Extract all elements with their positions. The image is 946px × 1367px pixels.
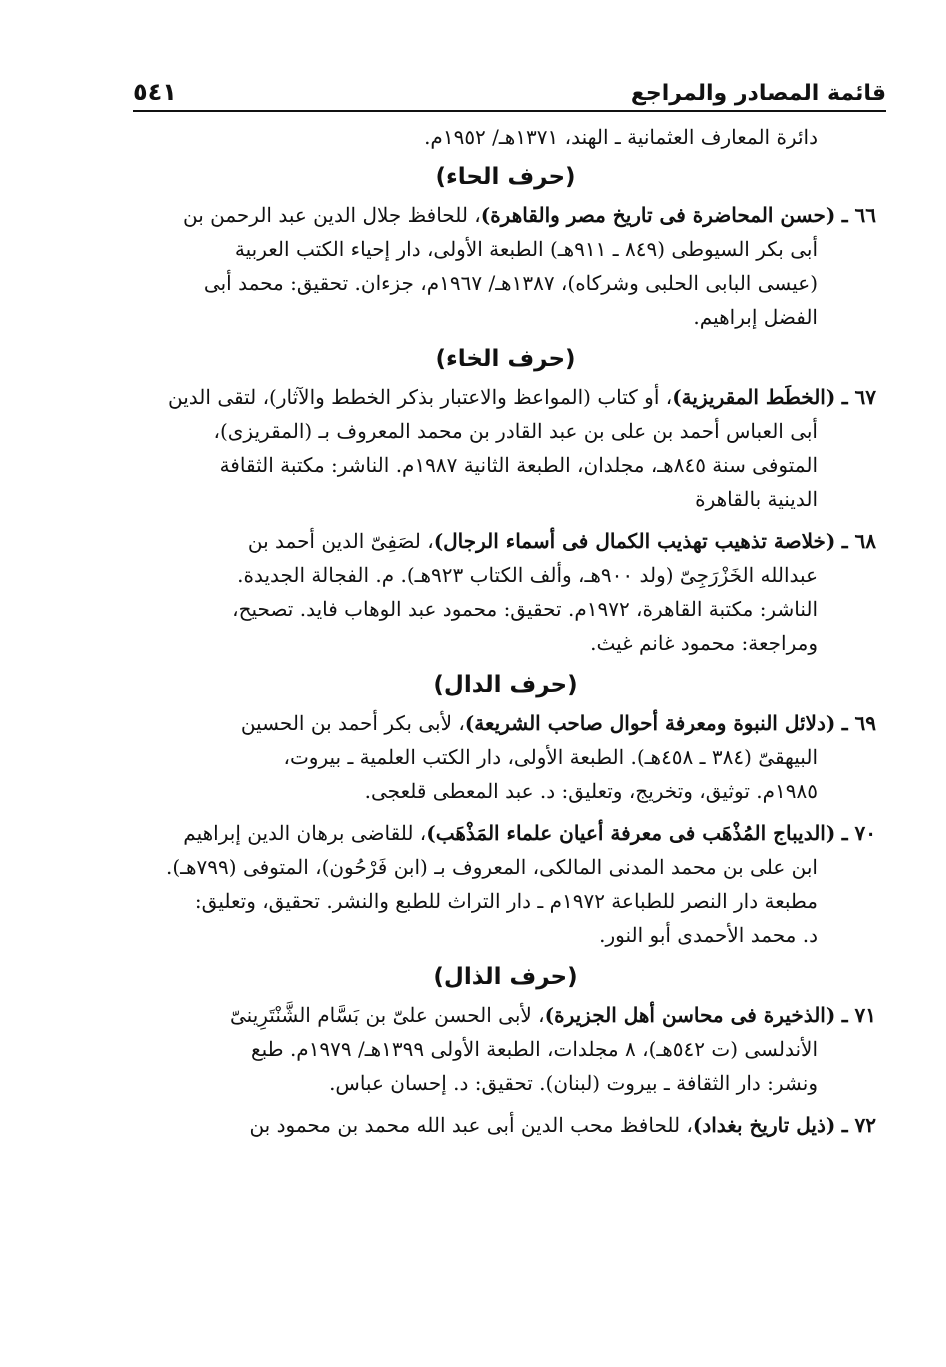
entry-number: ٦٧ ـ xyxy=(841,385,876,409)
section-heading-dal: (حرف الدال) xyxy=(433,672,578,698)
entry-line: ومراجعة: محمود غانم غيث. xyxy=(590,631,818,655)
entry-line: المتوفى سنة ٨٤٥هـ، مجلدان، الطبعة الثانية ١٩٨٧م. الناشر: مكتبة الثقافة xyxy=(219,453,818,477)
entry-title: (ذيل تاريخ بغداد) xyxy=(692,1113,836,1137)
bibliography-entry xyxy=(135,524,876,660)
entry-text: ، للقاضى برهان الدين إبراهيم xyxy=(183,821,427,845)
bibliography-entry xyxy=(135,998,876,1100)
entry-line: (عيسى البابى الحلبى وشركاه)، ١٣٨٧هـ/ ١٩٦٧م، جزءان. تحقيق: محمد أبى xyxy=(203,271,818,295)
bibliography-entry xyxy=(135,706,876,808)
entry-number: ٧١ ـ xyxy=(841,1003,876,1027)
entry-number: ٦٨ ـ xyxy=(841,529,876,553)
entry-title: (حسن المحاضرة فى تاريخ مصر والقاهرة) xyxy=(480,203,836,227)
page-number: ٥٤١ xyxy=(133,78,177,106)
section-heading-ha: (حرف الحاء) xyxy=(435,164,576,190)
entry-line: أبى العباس أحمد بن على بن عبد القادر بن محمد المعروف بـ (المقريزى)، xyxy=(213,419,818,443)
entry-line: د. محمد الأحمدى أبو النور. xyxy=(599,923,818,947)
entry-title: (الديباج المُذْهَب فى معرفة أعيان علماء المَذْهَب) xyxy=(426,821,836,845)
entry-line: عبدالله الخَزْرَجِىّ (ولد ٩٠٠هـ، وألف الكتاب ٩٢٣هـ). م. الفجالة الجديدة. xyxy=(237,563,818,587)
entry-number: ٦٦ ـ xyxy=(841,203,876,227)
entry-line: ابن على بن محمد المدنى المالكى، المعروف بـ (ابن فَرْحُون)، المتوفى (٧٩٩هـ). xyxy=(165,855,818,879)
bibliography-entry xyxy=(135,816,876,952)
entry-text: ، للحافظ جلال الدين عبد الرحمن بن xyxy=(183,203,481,227)
entry-line: الدينية بالقاهرة xyxy=(695,487,818,511)
entry-text: ، لأبى الحسن علىّ بن بَسَّام الشَّنْتَرِينىّ xyxy=(229,1003,545,1027)
entry-number: ٧٢ ـ xyxy=(841,1113,876,1137)
entry-title: (دلائل النبوة ومعرفة أحوال صاحب الشريعة) xyxy=(464,711,836,735)
entry-line: البيهقىّ (٣٨٤ ـ ٤٥٨هـ). الطبعة الأولى، دار الكتب العلمية ـ بيروت، xyxy=(283,745,818,769)
section-heading-dhal: (حرف الذال) xyxy=(433,964,578,990)
entry-title: (خلاصة تذهيب تهذيب الكمال فى أسماء الرجال) xyxy=(433,529,836,553)
entry-line: أبى بكر السيوطى (٨٤٩ ـ ٩١١هـ) الطبعة الأولى، دار إحياء الكتب العربية xyxy=(234,237,818,261)
entry-line: الناشر: مكتبة القاهرة، ١٩٧٢م. تحقيق: محمود عبد الوهاب فايد. تصحيح، xyxy=(232,597,818,621)
entry-text: ، لصَفِىّ الدين أحمد بن xyxy=(247,529,434,553)
entry-text: ، للحافظ محب الدين أبى عبد الله محمد بن محمود بن xyxy=(249,1113,693,1137)
entry-line: الفضل إبراهيم. xyxy=(693,305,818,329)
bibliography-entry xyxy=(135,1108,876,1142)
entry-text: ، أو كتاب (المواعظ والاعتبار بذكر الخطط والآثار)، لتقى الدين xyxy=(168,385,673,409)
bibliography-entry xyxy=(135,198,876,334)
section-heading-kha: (حرف الخاء) xyxy=(435,346,576,372)
entry-line: ١٩٨٥م. توثيق، وتخريج، وتعليق: د. عبد المعطى قلعجى. xyxy=(364,779,818,803)
page-body xyxy=(135,120,876,1150)
running-title: قائمة المصادر والمراجع xyxy=(630,81,886,106)
entry-line: مطبعة دار النصر للطباعة ١٩٧٢م ـ دار التراث للطبع والنشر. تحقيق، وتعليق: xyxy=(194,889,818,913)
entry-line: الأندلسى (ت ٥٤٢هـ)، ٨ مجلدات، الطبعة الأولى ١٣٩٩هـ/ ١٩٧٩م. طبع xyxy=(250,1037,818,1061)
entry-title: (الذخيرة فى محاسن أهل الجزيرة) xyxy=(544,1003,836,1027)
bibliography-entry xyxy=(135,380,876,516)
entry-title: (الخطَط المقريزية) xyxy=(672,385,836,409)
entry-text: ، لأبى بكر أحمد بن الحسين xyxy=(240,711,465,735)
entry-line: ونشر: دار الثقافة ـ بيروت (لبنان). تحقيق: د. إحسان عباس. xyxy=(329,1071,818,1095)
entry-number: ٦٩ ـ xyxy=(841,711,876,735)
entry-number: ٧٠ ـ xyxy=(841,821,876,845)
continuation-line: دائرة المعارف العثمانية ـ الهند، ١٣٧١هـ/ ١٩٥٢م. xyxy=(424,125,818,149)
page-header xyxy=(133,60,886,112)
